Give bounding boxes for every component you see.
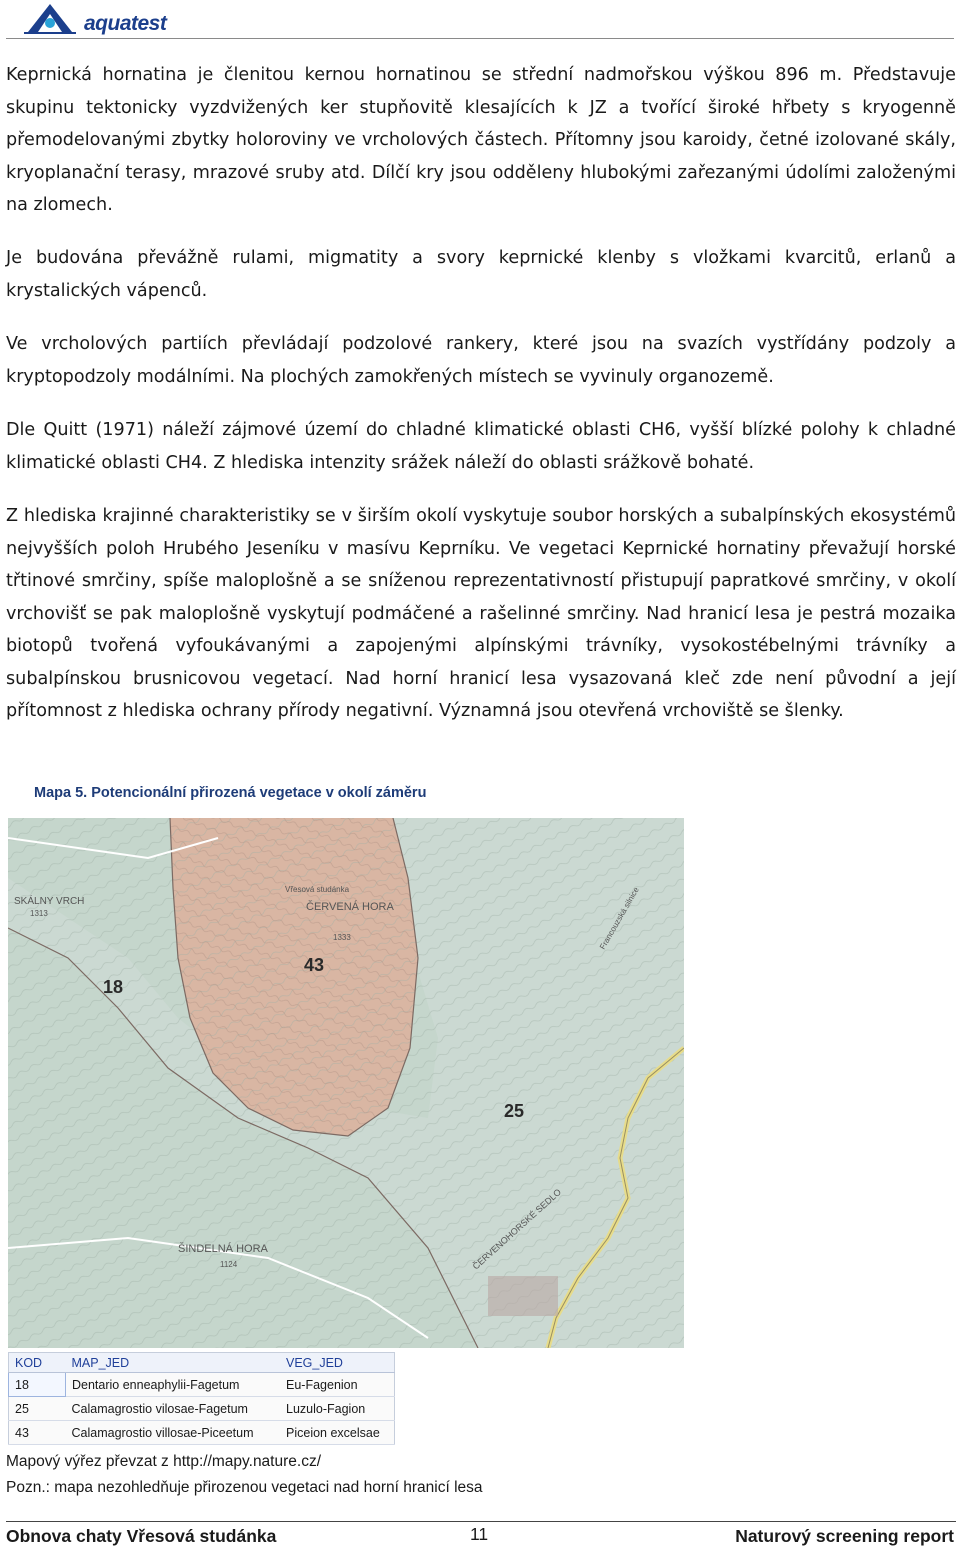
page-number: 11	[470, 1524, 489, 1544]
column-header-veg-jed: VEG_JED	[280, 1353, 395, 1373]
column-header-kod: KOD	[9, 1353, 66, 1373]
table-row	[9, 1421, 395, 1445]
footer-project-title: Obnova chaty Vřesová studánka	[6, 1526, 277, 1546]
table-row	[9, 1373, 395, 1397]
paragraph-text: Z hlediska krajinné charakteristiky se v širším okolí vyskytuje soubor horských a subalpínských ekosystémů nejvyšších poloh Hrubého Jeseníku v masívu Keprníku. Ve vegetaci Keprnické hornatiny převažují horské třtinové smrčiny, spíše maloplošně a se sníženou reprezentativností přistupují papratkové smrčiny, v okolí vrchovišť se pak maloplošně vyskytují podmáčené a rašelinné smrčiny. Nad hranicí lesa je pestrá mozaika biotopů tvořená vyfoukávanými a zapojenými alpínskými trávníky, vysokostébelnými trávníky a subalpínskou brusnicovou vegetací. Nad horní hranicí lesa vysazovaná kleč zde není původní a její přítomnost z hlediska ochrany přírody negativní. Významná jsou otevřená vrchoviště se šlenky.	[6, 506, 956, 721]
place-label-cervenohorske-sedlo: ČERVENOHORSKÉ SEDLO	[470, 1186, 564, 1272]
paragraph-geomorphology	[6, 59, 956, 222]
place-label-sindelna-hora: ŠINDELNÁ HORA	[178, 1243, 268, 1255]
map-remark-note: Pozn.: mapa nezohledňuje přirozenou vegetaci nad horní hranicí lesa	[6, 1479, 483, 1496]
elevation-label: 1313	[30, 909, 48, 918]
footer-rule	[6, 1521, 956, 1522]
cell-kod: 25	[9, 1397, 66, 1421]
elevation-label: 1124	[220, 1260, 238, 1269]
cell-veg-jed: Eu-Fagenion	[280, 1373, 395, 1397]
paragraph-text: Je budována převážně rulami, migmatity a svory keprnické klenby s vložkami kvarcitů, erlanů a krystalických vápenců.	[6, 248, 956, 301]
cell-kod: 18	[9, 1373, 66, 1397]
column-header-map-jed: MAP_JED	[66, 1353, 281, 1373]
cell-map-jed: Calamagrostio villosae-Piceetum	[66, 1421, 281, 1445]
paragraph-geology	[6, 242, 956, 307]
map-caption: Mapa 5. Potencionální přirozená vegetace v okolí záměru	[34, 785, 427, 801]
cell-map-jed: Calamagrostio vilosae-Fagetum	[66, 1397, 281, 1421]
cell-kod: 43	[9, 1421, 66, 1445]
cell-veg-jed: Piceion excelsae	[280, 1421, 395, 1445]
table-header-row	[9, 1353, 395, 1373]
place-label-vresova-studanka: Vřesová studánka	[285, 885, 350, 894]
settlement-area	[488, 1276, 558, 1316]
logo-mark-icon	[20, 2, 80, 36]
vegetation-map	[8, 818, 684, 1348]
table-row	[9, 1397, 395, 1421]
zone-label-18: 18	[103, 977, 124, 997]
cell-map-jed: Dentario enneaphylii-Fagetum	[66, 1373, 281, 1397]
paragraph-text: Ve vrcholových partiích převládají podzolové rankery, které jsou na svazích vystřídány podzoly a kryptopodzoly modálními. Na plochých zamokřených místech se vyvinuly organozemě.	[6, 334, 956, 387]
place-label-francouzska-silnice: Francouzská silnice	[597, 885, 641, 951]
paragraph-landscape	[6, 500, 956, 728]
header-rule	[6, 38, 954, 39]
logo-text: aquatest	[84, 12, 167, 35]
paragraph-climate	[6, 414, 956, 479]
zone-label-43: 43	[304, 955, 325, 975]
elevation-label: 1333	[333, 933, 351, 942]
paragraph-text: Keprnická hornatina je členitou kernou hornatinou se střední nadmořskou výškou 896 m. Představuje skupinu tektonicky vyzdvižených ker stupňovitě klesajících k JZ a tvořící široké hřbety s kryogenně přemodelovanými zbytky holoroviny ve vrcholových částech. Přítomny jsou karoidy, četné izolované skály, kryoplanační terasy, mrazové sruby atd. Dílčí kry jsou odděleny hlubokými zařezanými údolími založenými na zlomech.	[6, 65, 956, 215]
map-source-note: Mapový výřez převzat z http://mapy.nature.cz/	[6, 1453, 322, 1470]
aquatest-logo	[20, 2, 180, 36]
cell-veg-jed: Luzulo-Fagion	[280, 1397, 395, 1421]
footer-report-title: Naturový screening report	[735, 1526, 954, 1546]
paragraph-soils	[6, 328, 956, 393]
place-label-skalny-vrch: SKÁLNY VRCH	[14, 896, 85, 907]
vegetation-legend-table	[8, 1352, 395, 1445]
place-label-cervena-hora: ČERVENÁ HORA	[306, 901, 394, 913]
paragraph-text: Dle Quitt (1971) náleží zájmové území do chladné klimatické oblasti CH6, vyšší blízké polohy k chladné klimatické oblasti CH4. Z hlediska intenzity srážek náleží do oblasti srážkově bohaté.	[6, 420, 956, 473]
zone-label-25: 25	[504, 1101, 525, 1121]
